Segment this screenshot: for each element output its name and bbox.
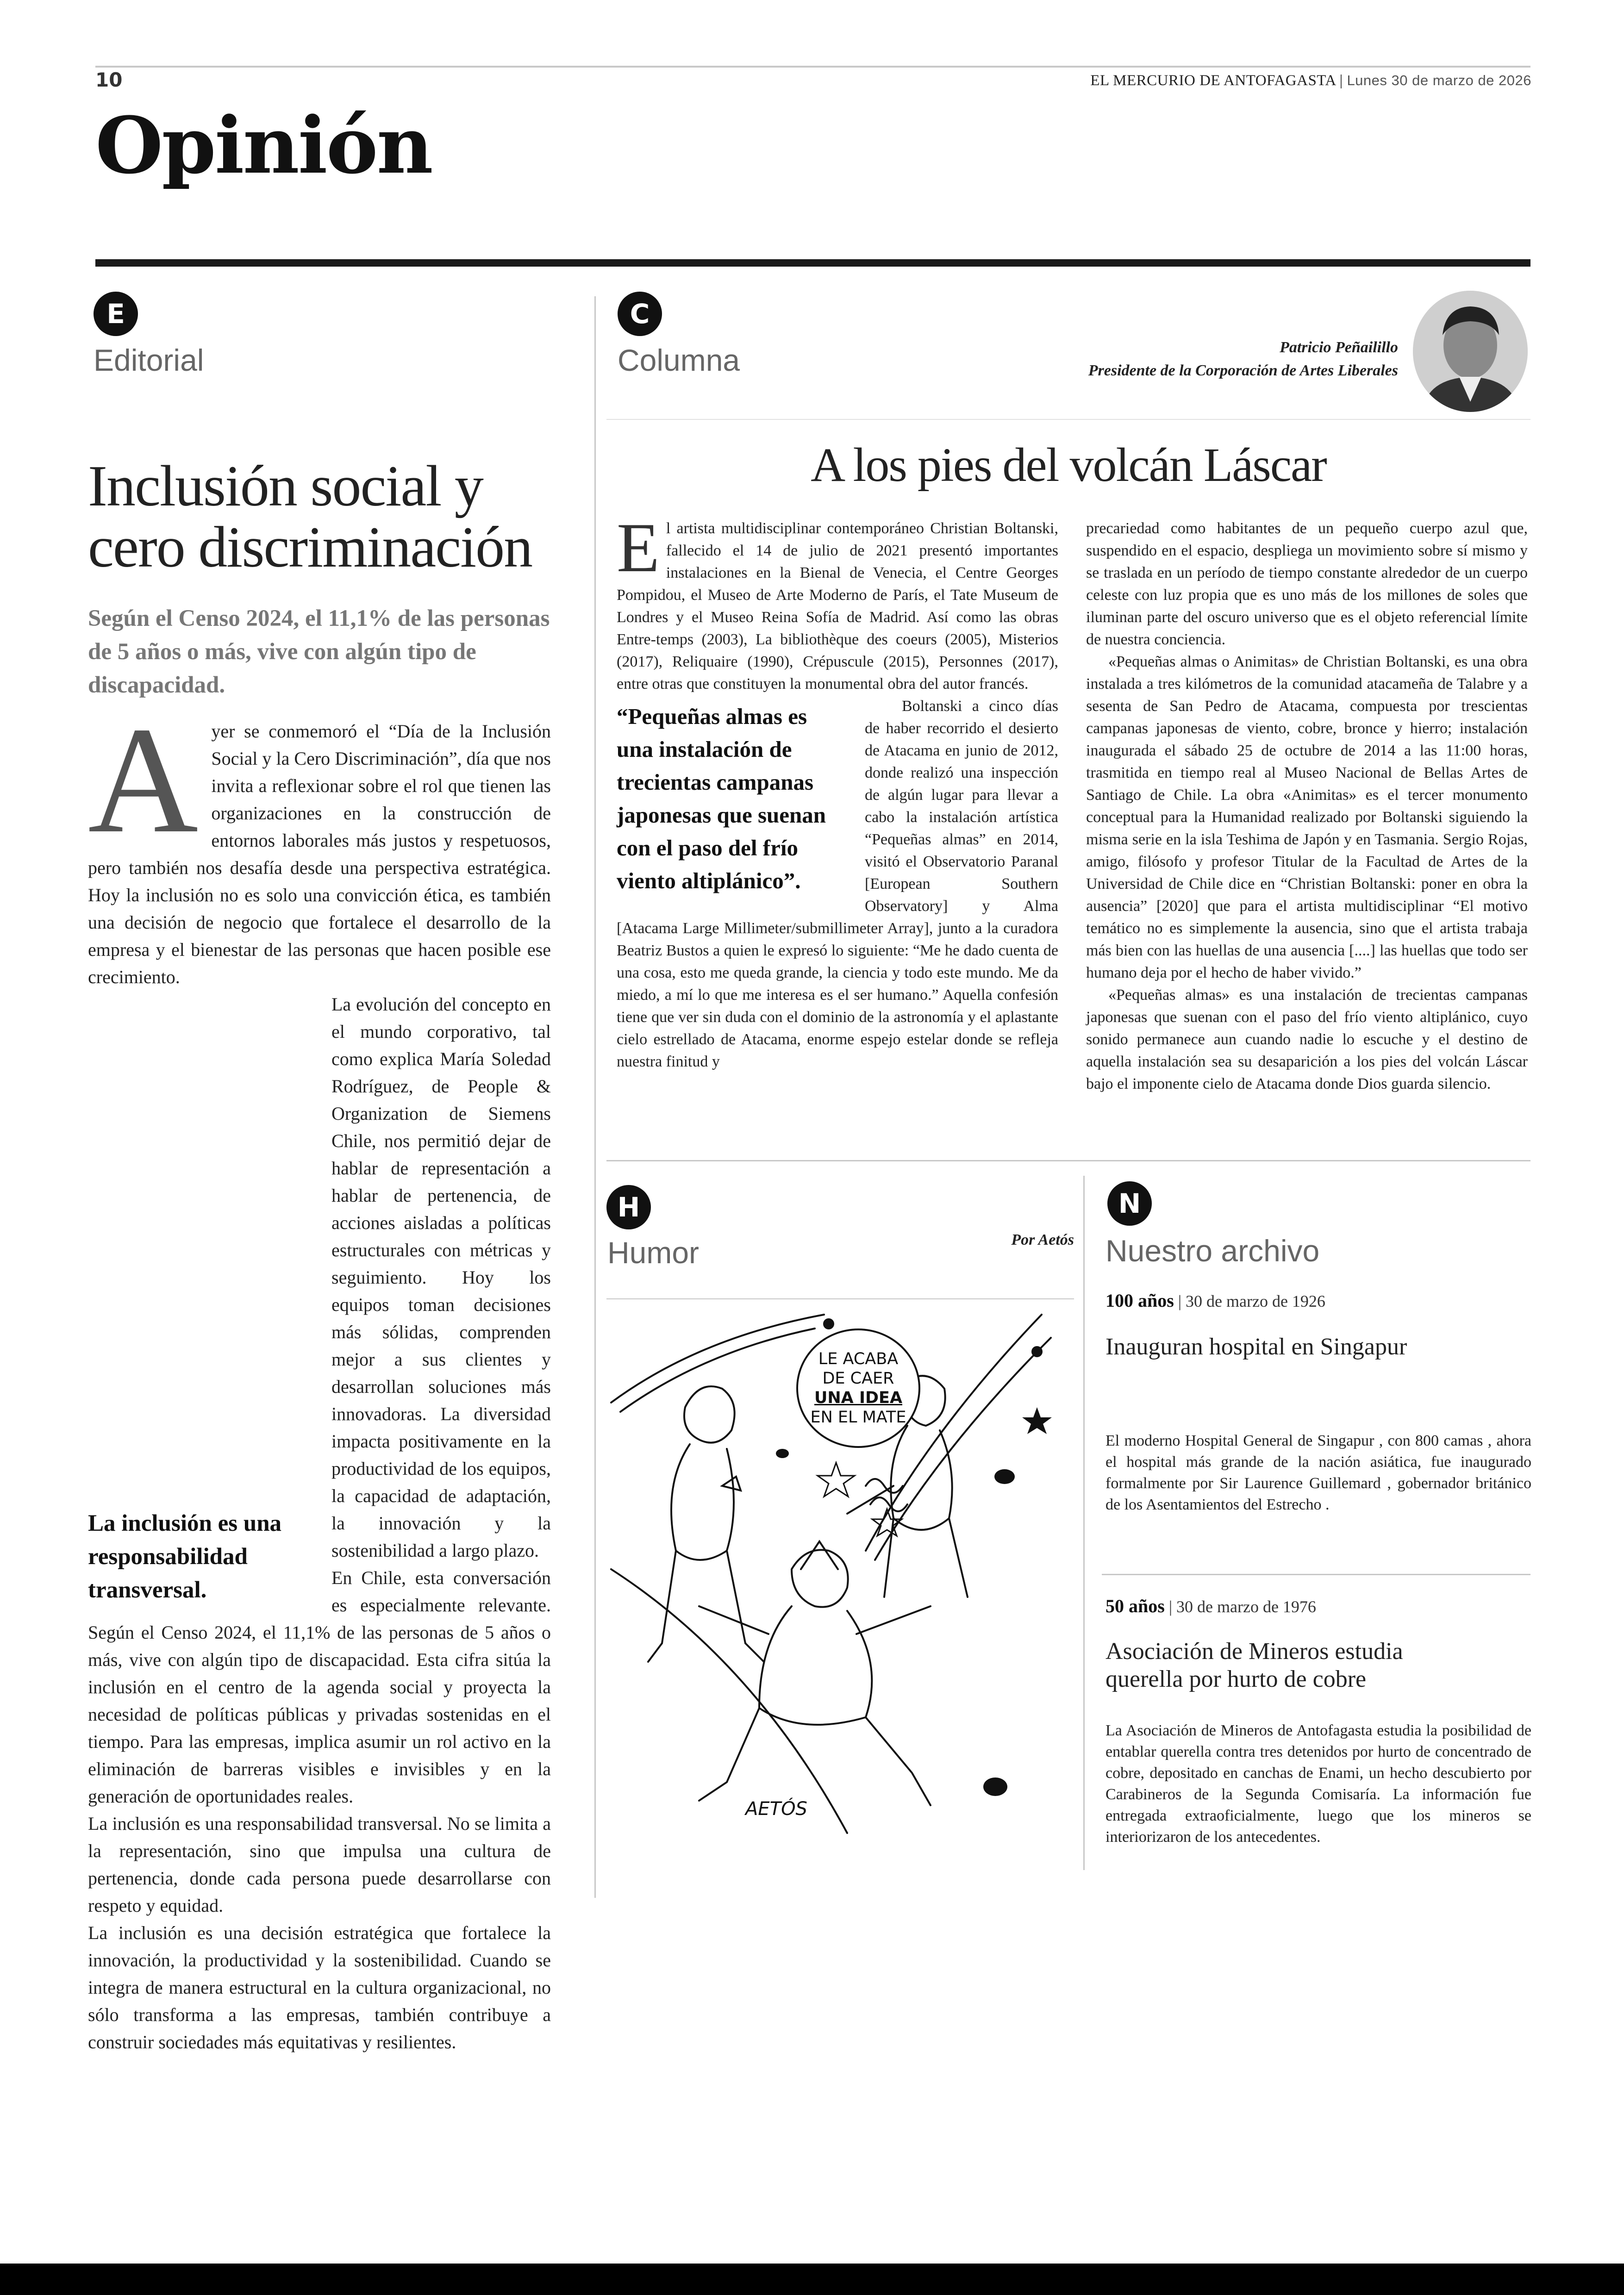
cartoon-speech-bubble — [796, 1328, 920, 1448]
divider-horizontal-mid — [606, 1160, 1530, 1161]
column-paragraph-4: «Pequeñas almas o Animitas» de Christian Boltanski, es una obra instalada a tres kilómetros de la comunidad atacameña de Talabre y a sesenta de San Pedro de Atacama, compuesta por trescientas campanas japonesas de viento, cobre, bronce y hierro; instalación inaugurada el sábado 25 de octubre de 2014 a las 11:00 horas, trasmitida en tiempo real al Museo Nacional de Bellas Artes de Santiago de Chile. La obra «Animitas» es el tercer monumento conceptual para la Humanidad realizado por Boltanski siguiendo la misma serie en la isla Teshima de Japón y en Tasmania. Sergio Rojas, amigo, filósofo y profesor Titular de la Facultad de Artes de la Universidad de Chile dice en “Christian Boltanski: poner en obra la ausencia” [2020] que para el artista multidisciplinar “El motivo temático no es simplemente la ausencia, sino que el artista trabaja más bien con las huellas de una ausencia [....] las huellas que todo ser humano deja por el hecho de haber vivido.” — [1086, 653, 1528, 981]
bubble-line-1: LE ACABA — [818, 1350, 899, 1368]
editorial-headline-line1: Inclusión social y — [88, 454, 483, 518]
archive-item-2-date: 30 de marzo de 1976 — [1176, 1597, 1316, 1616]
editorial-headline-line2: cero discriminación — [88, 515, 532, 580]
humor-byline: Por Aetós — [1011, 1231, 1074, 1248]
column-paragraph-1-text: l artista multidisciplinar contemporáneo Christian Boltanski, fallecido el 14 de julio de 2021 presentó importantes instalaciones en la Bienal de Venecia, el Centre Georges Pompidou, el Museo de Arte Moderno de París, el Tate Museum de Londres y el Museo Reina Sofía de Madrid. Así como las obras Entre-temps (2003), La bibliothèque des coeurs (2005), Misterios (2017), Reliquaire (1990), Crépuscule (2015), Personnes (2017), entre otras que constituyen la monumental obra del autor francés. — [617, 520, 1058, 692]
column-paragraph-2 — [617, 695, 1058, 1073]
column-paragraph-5: «Pequeñas almas» es una instalación de trecientas campanas japonesas que suenan con el paso del frío viento altiplánico, cuyo sonido permanece aun cuando nadie lo escuche y el destino de aquella instalación sea su desaparición a los pies del volcán Láscar bajo el imponente cielo de Atacama donde Dios guarda silencio. — [1086, 986, 1528, 1092]
editorial-dropcap: A — [88, 696, 199, 865]
archive-item-2-meta — [1106, 1595, 1316, 1617]
masthead-separator: | — [1339, 72, 1347, 89]
editorial-subtitle: Según el Censo 2024, el 11,1% de las personas de 5 años o más, vive con algún tipo de discapacidad. — [88, 605, 550, 698]
column-author-name: Patricio Peñailillo — [1280, 339, 1398, 356]
column-paragraph-1 — [617, 509, 1058, 695]
column-headline: A los pies del volcán Láscar — [811, 438, 1326, 492]
archive-item-2-title-line1: Asociación de Mineros estudia — [1106, 1638, 1403, 1665]
editorial-lead-text: yer se conmemoró el “Día de la Inclusión Social y la Cero Discriminación”, día que nos invita a reflexionar sobre el rol que tienen las organizaciones en la construcción de entornos laborales más justos y respetuosos, pero también nos desafía desde una perspectiva estratégica. Hoy la inclusión no es solo una convicción ética, es también una decisión de negocio que fortalece el desarrollo de la empresa y el bienestar de las personas que hacen posible ese crecimiento. — [88, 721, 551, 987]
editorial-paragraph-2-text: La evolución del concepto en el mundo corporativo, tal como explica María Soledad Rodríguez, de People & Organization de Siemens Chile, nos permitió dejar de hablar de representación a hablar de pertenencia, de acciones aisladas a políticas estructurales con métricas y seguimiento. Hoy los equipos toman decisiones más sólidas, comprenden mejor a sus clientes y desarrollan soluciones más innovadoras. La diversidad impacta positivamente en la productividad de los equipos, la capacidad de adaptación, la innovación y la sostenibilidad a largo plazo. — [331, 994, 551, 1561]
cartoon-signature: AETÓS — [745, 1798, 807, 1820]
editorial-pull-quote: La inclusión es una responsabilidad transversal. — [88, 1510, 282, 1603]
archive-item-1-date: 30 de marzo de 1926 — [1186, 1292, 1325, 1310]
divider-cartoon — [1083, 1176, 1085, 1870]
editorial-badge: E — [94, 292, 138, 336]
newspaper-name: EL MERCURIO DE ANTOFAGASTA — [1090, 72, 1336, 89]
archive-item-2-separator: | — [1168, 1597, 1177, 1616]
humor-badge: H — [606, 1185, 651, 1229]
archive-label: Nuestro archivo — [1106, 1234, 1320, 1268]
divider-left — [594, 296, 596, 1898]
editorial-paragraph-5: La inclusión es una decisión estratégica que fortalece la innovación, la productividad y la sostenibilidad. Cuando se integra de manera estructural en la cultura organizacional, no sólo transforma a las empresas, también contribuye a construir sociedades más equitativas y resilientes. — [88, 1922, 551, 2052]
section-rule — [95, 259, 1530, 267]
editorial-paragraph-4: La inclusión es una responsabilidad transversal. No se limita a la representación, sino que impulsa una cultura de pertenencia, donde cada persona puede desarrollarse con respeto y equidad. — [88, 1813, 551, 1916]
editorial-label: Editorial — [94, 343, 204, 377]
column-pull-quote: “Pequeñas almas es una instalación de trecientas campanas japonesas que suenan con el paso del frío viento altiplánico”. — [617, 704, 826, 893]
column-author-role: Presidente de la Corporación de Artes Liberales — [1088, 362, 1398, 379]
bubble-line-4: EN EL MATE — [810, 1408, 906, 1427]
editorial-paragraph-2 — [88, 991, 551, 1603]
issue-date: Lunes 30 de marzo de 2026 — [1347, 72, 1531, 88]
bottom-bar — [0, 2264, 1624, 2295]
section-title: Opinión — [95, 100, 432, 191]
top-rule — [95, 66, 1530, 68]
archive-divider — [1102, 1574, 1530, 1575]
column-dropcap: E — [617, 509, 660, 586]
bubble-line-2: DE CAER — [822, 1369, 894, 1388]
humor-label: Humor — [607, 1235, 700, 1270]
column-body-right — [1086, 518, 1528, 1095]
masthead — [1090, 72, 1531, 89]
column-header-rule — [606, 419, 1530, 420]
column-body-left — [617, 509, 1058, 1073]
column-paragraph-2-text: Boltanski a cinco días de haber recorrido el desierto de Atacama en junio de 2012, donde realizó una inspección de algún lugar para llevar a cabo la instalación artística “Pequeñas almas” en 2014, visitó el Observatorio Paranal [European Southern Observatory] y Alma [Atacama Large Millimeter/submillimeter Array], junto a la curadora Beatriz Bustos a quien le expresó lo siguiente: “Me he dado cuenta de una cosa, esto me queda grande, la ciencia y todo este mundo. Me da miedo, a mí lo que me interesa es el ser humano.” Aquella confesión tiene que ver sin duda con el dominio de la astronomía y el aplastante cielo estrellado de Atacama, enorme espejo estelar donde se refleja nuestra finitud y — [617, 698, 1058, 1070]
humor-rule — [606, 1298, 1074, 1299]
archive-item-1-meta — [1106, 1290, 1325, 1311]
archive-item-2-title-line2: querella por hurto de cobre — [1106, 1666, 1367, 1692]
editorial-lead-paragraph — [88, 696, 551, 991]
column-badge: C — [618, 292, 662, 336]
archive-item-2-title — [1106, 1638, 1531, 1693]
editorial-paragraph-3: En Chile, esta conversación es especialmente relevante. Según el Censo 2024, el 11,1% de las personas de 5 años o más, vive con algún tipo de discapacidad. Esta cifra sitúa la inclusión en el centro de la agenda social y proyecta la necesidad de políticas públicas y privadas sostenidas en el tiempo. Para las empresas, implica asumir un rol activo en la eliminación de barreras visibles e invisibles y en la generación de oportunidades reales. — [88, 1567, 551, 1807]
archive-item-1-text: El moderno Hospital General de Singapur , con 800 camas , ahora el hospital más grande de la nación asiática, fue inaugurado formalmente por Sir Laurence Guillemard , gobernador británico de los Asentamientos del Estrecho . — [1106, 1432, 1531, 1513]
cartoon — [606, 1310, 1074, 1838]
editorial-body — [88, 696, 551, 2056]
editorial-headline — [88, 456, 588, 578]
author-avatar — [1413, 291, 1528, 412]
archive-item-2-years: 50 años — [1106, 1596, 1165, 1616]
column-label: Columna — [618, 343, 740, 377]
archive-badge: N — [1107, 1181, 1152, 1226]
archive-item-2-text: La Asociación de Mineros de Antofagasta estudia la posibilidad de entablar querella contra tres detenidos por hurto de concentrado de cobre, depositado en canchas de Enami, un hecho descubierto por Carabineros de la Segunda Comisaría. La información fue entregada extraoficialmente, luego que los mineros se interiorizaron de los antecedentes. — [1106, 1722, 1531, 1846]
page-number: 10 — [95, 69, 123, 91]
author-portrait-icon — [1413, 291, 1528, 412]
archive-item-1-years: 100 años — [1106, 1290, 1174, 1311]
column-paragraph-3: precariedad como habitantes de un pequeño cuerpo azul que, suspendido en el espacio, despliega un movimiento sobre sí mismo y se traslada en un período de tiempo constante alrededor de un cuerpo celeste con luz propia que es uno más de los millones de soles que iluminan parte del oscuro universo que es el objeto referencial límite de nuestra conciencia. — [1086, 520, 1528, 648]
bubble-line-3: UNA IDEA — [814, 1389, 903, 1407]
archive-item-1-title: Inauguran hospital en Singapur — [1106, 1334, 1407, 1360]
archive-item-1-separator: | — [1178, 1292, 1186, 1310]
